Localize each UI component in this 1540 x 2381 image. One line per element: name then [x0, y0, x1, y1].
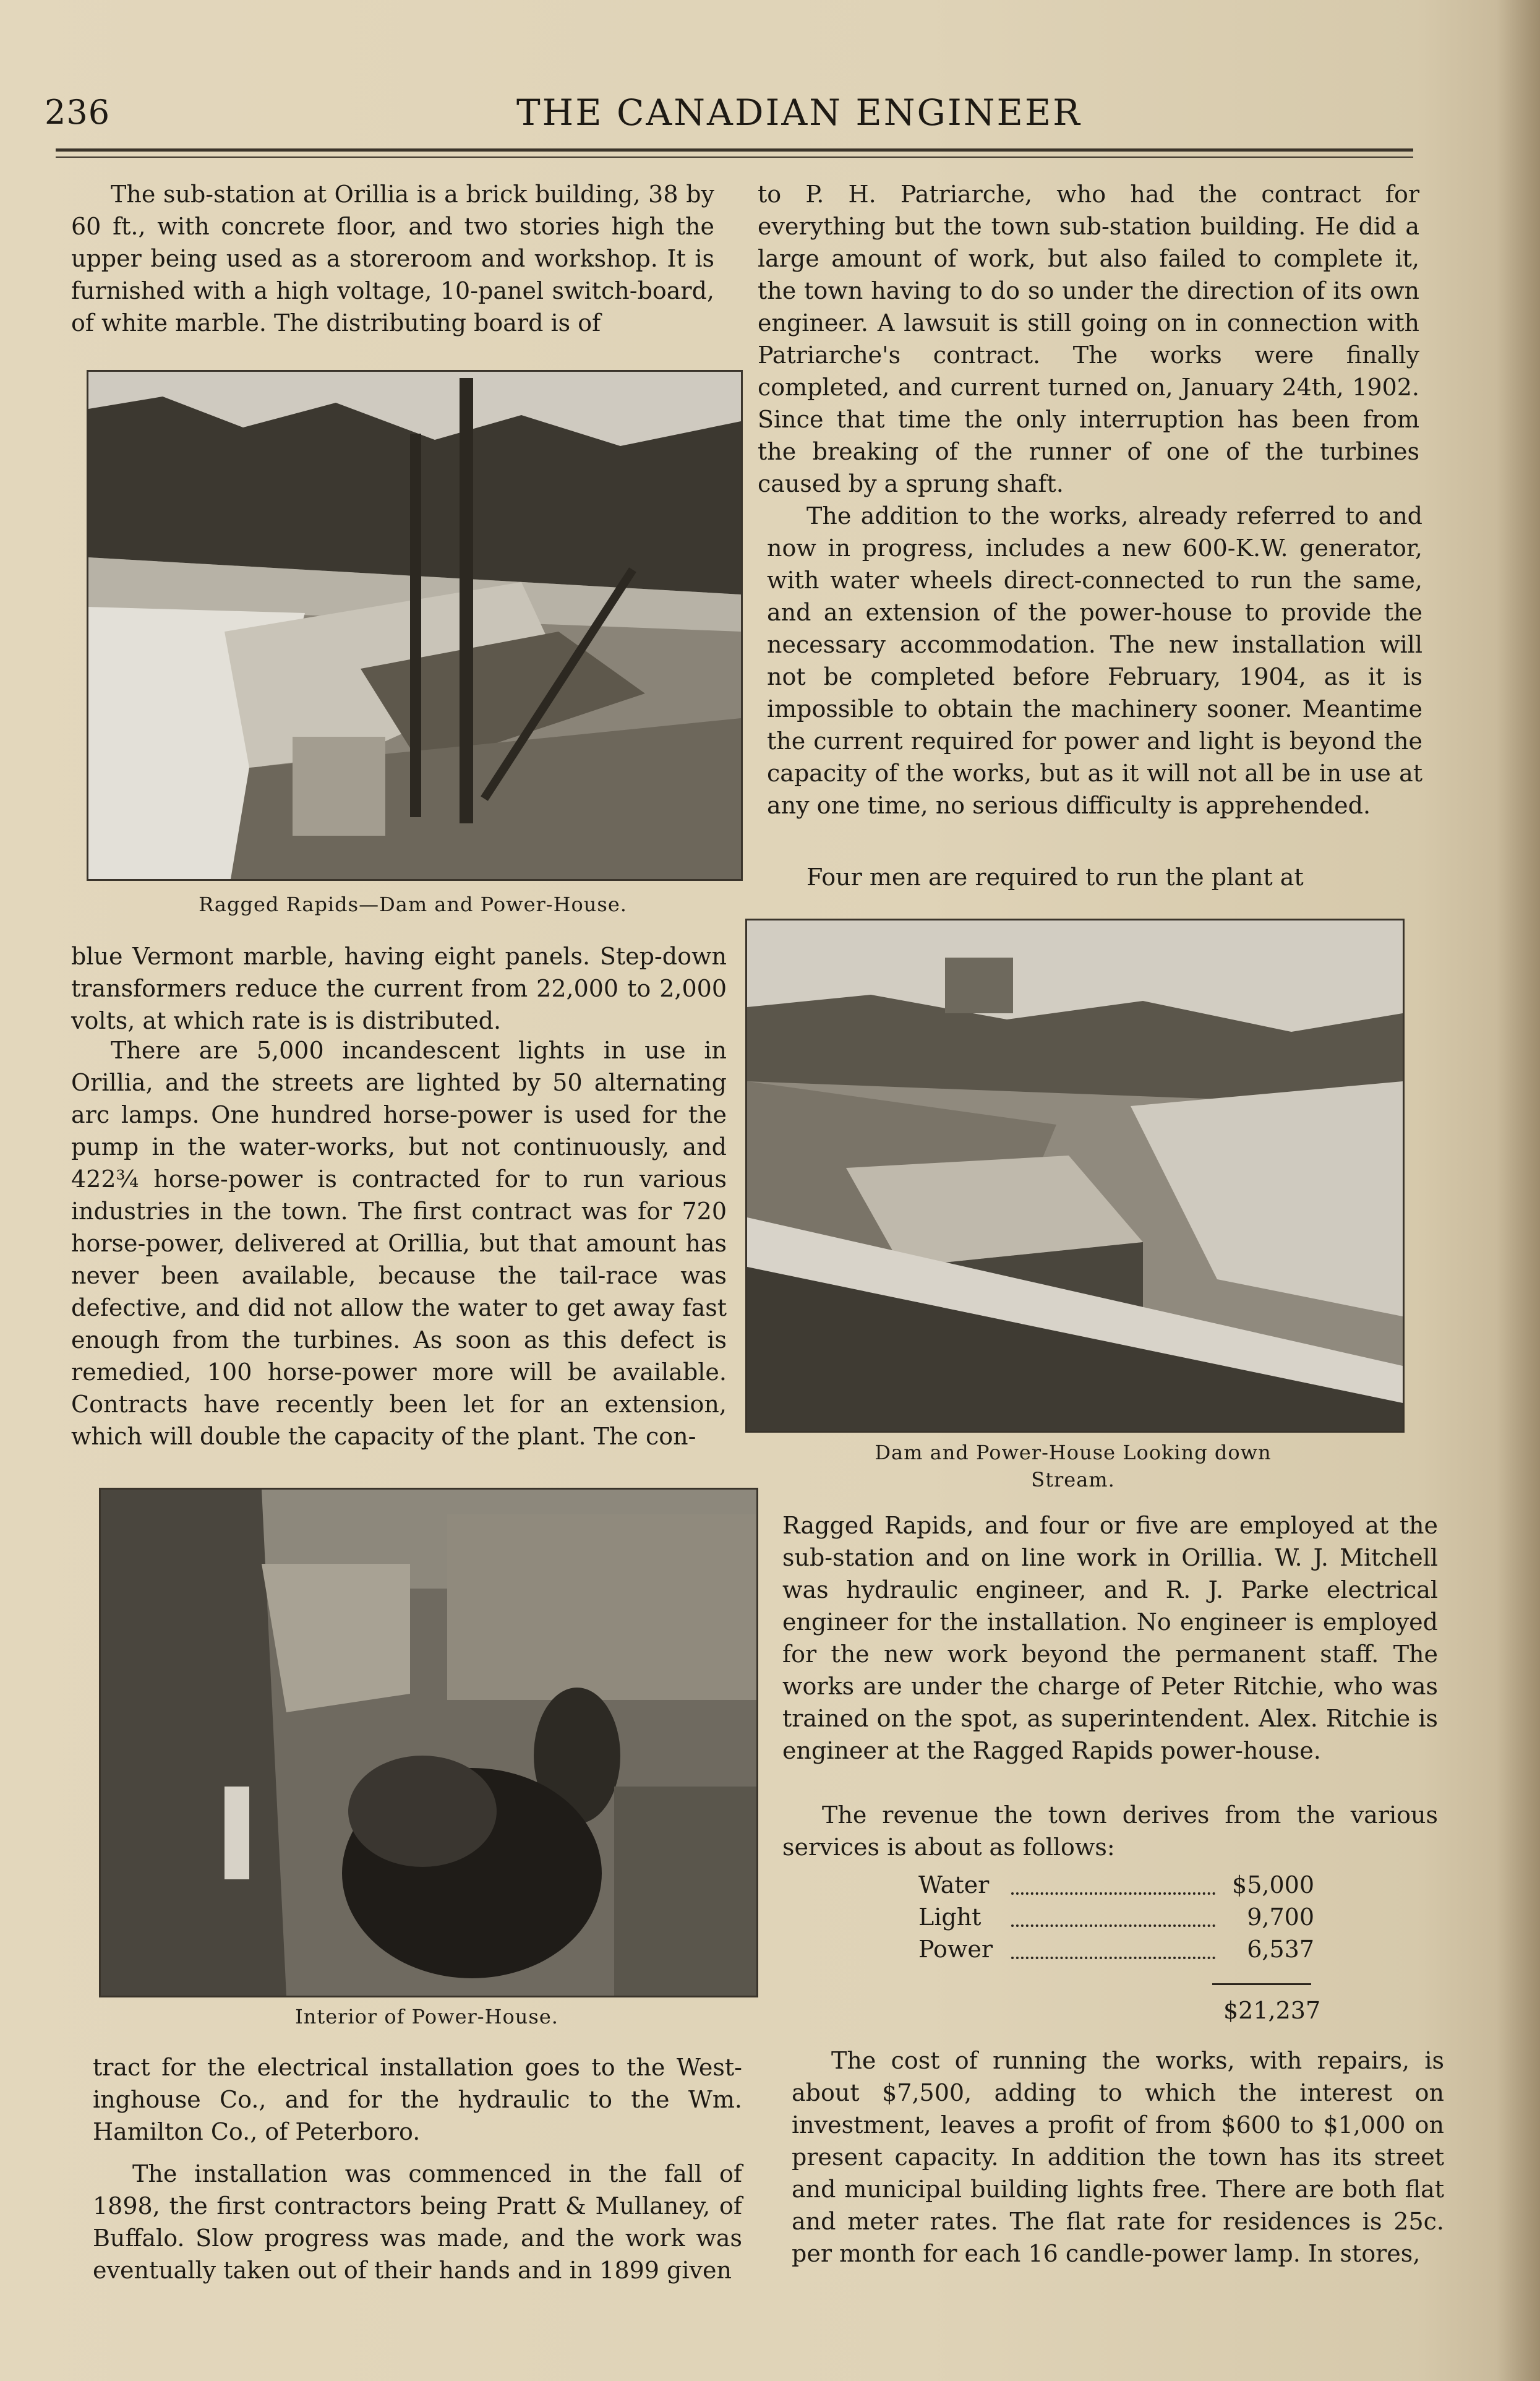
left-paragraph-2: blue Vermont marble, having eight panels. Step-down transformers reduce the current from 22,000 to 2,000 volts, at which rate is is distributed. — [71, 943, 727, 1034]
photo-power-house-interior — [99, 1488, 758, 1997]
left-paragraph-3: There are 5,000 incandescent lights in use in Orillia, and the streets are lighted by 50 alternating arc lamps. One hundred horse-power is used for the pump in the water-works, but not continuously, and 422¾ horse-power is contracted for to run various industries in the town. The first contract was for 720 horse-power, delivered at Orillia, but that amount has never been available, because the tail-race was defective, and did not allow the water to get away fast enough from the turbines. As soon as this defect is remedied, 100 horse-power more will be available. Contracts have recently been let for an extension, which will double the capacity of the plant. The con- — [71, 1037, 727, 1450]
photo-ragged-rapids-dam — [87, 370, 743, 881]
revenue-amount: 9,700 — [1247, 1903, 1314, 1931]
revenue-total: $21,237 — [1223, 1997, 1321, 2024]
page-number: 236 — [45, 93, 111, 132]
right-paragraph-2: The addition to the works, already referred to and now in progress, includes a new 600-K.W. generator, with water wheels direct-connected to run the same, and an extension of the power-house to provide the necessary accommodation. The new installation will not be completed before February, 1904, as it is impossible to obtain the machinery sooner. Meantime the current required for power and light is beyond the capacity of the works, but as it will not all be in use at any one time, no serious difficulty is apprehended. — [767, 502, 1422, 819]
revenue-label: Power — [918, 1936, 993, 1963]
revenue-row-water — [918, 1871, 1314, 1903]
revenue-row-light — [918, 1903, 1314, 1936]
revenue-total-rule — [1212, 1983, 1311, 1985]
right-paragraph-1: to P. H. Patriarche, who had the contract for everything but the town sub-station building. He did a large amount of work, but also failed to complete it, the town having to do so under the direction of its own engineer. A lawsuit is still going on in connection with Patriarche's contract. The works were finally completed, and current turned on, January 24th, 1902. Since that time the only interruption has been from the breaking of the runner of one of the turbines caused by a sprung shaft. — [758, 181, 1419, 497]
leader-dots — [1011, 1936, 1215, 1959]
revenue-amount: $5,000 — [1232, 1871, 1314, 1898]
page-edge-shadow — [1497, 0, 1540, 2381]
revenue-label: Water — [918, 1871, 990, 1898]
journal-title: THE CANADIAN ENGINEER — [516, 92, 1082, 134]
caption-dam-downstream-line1: Dam and Power-House Looking down — [875, 1441, 1272, 1464]
revenue-amount: 6,537 — [1247, 1936, 1314, 1963]
revenue-row-power — [918, 1936, 1314, 1968]
left-paragraph-5: The installation was commenced in the fall of 1898, the first contractors being Pratt & Mullaney, of Buffalo. Slow progress was made, and the work was eventually taken out of their hands and in 1899 given — [93, 2160, 742, 2284]
right-paragraph-3: Four men are required to run the plant at — [806, 864, 1304, 891]
header-rule-thin — [56, 157, 1413, 158]
left-paragraph-1: The sub-station at Orillia is a brick building, 38 by 60 ft., with concrete floor, and two stories high the upper being used as a storeroom and workshop. It is furnished with a high voltage, 10-panel switch-board, of white marble. The distributing board is of — [71, 181, 714, 337]
right-paragraph-4: Ragged Rapids, and four or five are employed at the sub-station and on line work in Orillia. W. J. Mitchell was hydraulic engineer, and R. J. Parke electrical engineer for the installation. No engineer is employed for the new work beyond the permanent staff. The works are under the charge of Peter Ritchie, who was trained on the spot, as superintendent. Alex. Ritchie is engineer at the Ragged Rapids power-house. — [782, 1512, 1438, 1764]
leader-dots — [1011, 1871, 1215, 1895]
caption-interior-power-house: Interior of Power-House. — [295, 2005, 558, 2028]
right-paragraph-5: The revenue the town derives from the various services is about as follows: — [782, 1801, 1438, 1861]
left-paragraph-4: tract for the electrical installation goes to the West-inghouse Co., and for the hydraulic to the Wm. Hamilton Co., of Peterboro. — [93, 2054, 742, 2145]
leader-dots — [1011, 1903, 1215, 1927]
header-rule-thick — [56, 148, 1413, 152]
right-paragraph-6: The cost of running the works, with repairs, is about $7,500, adding to which the interest on investment, leaves a profit of from $600 to $1,000 on present capacity. In addition the town has its street and municipal building lights free. There are both flat and meter rates. The flat rate for residences is 25c. per month for each 16 candle-power lamp. In stores, — [792, 2047, 1444, 2267]
caption-dam-downstream-line2: Stream. — [1031, 1468, 1115, 1491]
revenue-label: Light — [918, 1903, 982, 1931]
caption-ragged-rapids: Ragged Rapids—Dam and Power-House. — [199, 893, 627, 916]
photo-dam-looking-downstream — [745, 919, 1405, 1433]
